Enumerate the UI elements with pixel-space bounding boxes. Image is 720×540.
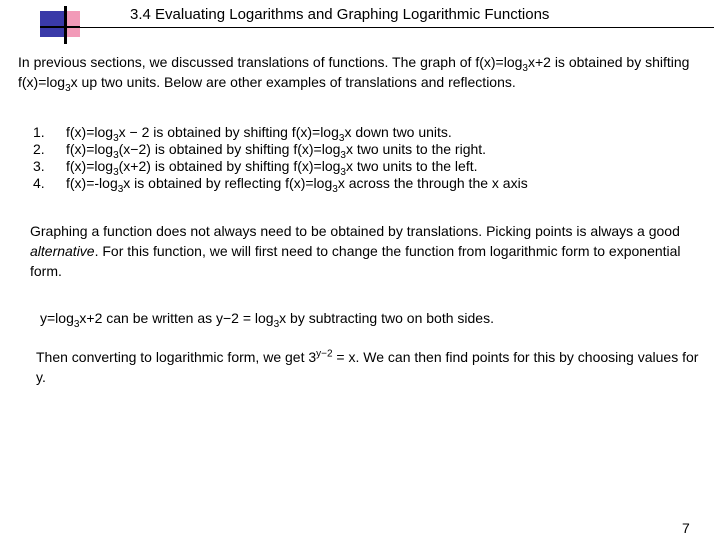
- list-number: 2.: [33, 141, 45, 157]
- logo-blue-square: [40, 11, 66, 37]
- title-divider: [66, 27, 714, 28]
- list-number: 3.: [33, 158, 45, 174]
- logo-vertical-line: [64, 6, 67, 44]
- list-text: $f(x)=\log_3x - 2$ is obtained by shifting $f(x)=\log_3x$ down two units.: [66, 124, 452, 144]
- logo-pink-square: [66, 11, 80, 37]
- translation-list: [33, 124, 713, 195]
- list-text: $f(x)=\log_3(x-2)$ is obtained by shifting $f(x)=\log_3x$ two units to the right.: [66, 141, 487, 161]
- list-item: [33, 158, 713, 178]
- rewrite-paragraph: $y=\log_3x+2$ can be written as $y-2 = \log_3x$ by subtracting two on both sides.: [40, 310, 494, 330]
- emphasis-word: alternative: [30, 243, 95, 259]
- slide-title: 3.4 Evaluating Logarithms and Graphing Logarithmic Functions: [130, 6, 550, 23]
- graphing-paragraph: Graphing a function does not always need to be obtained by translations. Picking points is always a good alternative. For this function, we will first need to change the function from logarithmic form to exponential form.: [30, 223, 681, 279]
- list-number: 4.: [33, 175, 45, 191]
- list-item: [33, 175, 713, 195]
- list-text: $f(x)=-\log_3x$ is obtained by reflecting $f(x)=\log_3x$ across the through the x axis: [66, 175, 528, 195]
- list-item: [33, 141, 713, 161]
- convert-paragraph: Then converting to logarithmic form, we get $3^{y-2} = x$. We can then find points for this by choosing values for y.: [36, 348, 699, 385]
- list-number: 1.: [33, 124, 45, 140]
- list-item: [33, 124, 713, 144]
- slide-logo: [40, 6, 80, 46]
- page-number: 7: [682, 520, 690, 536]
- intro-paragraph: In previous sections, we discussed translations of functions. The graph of $f(x)=\log_3x+2$ is obtained by shifting $f(x)=\log_3x$ up two units. Below are other examples of translations and reflections.: [18, 54, 690, 94]
- list-text: $f(x)=\log_3(x+2)$ is obtained by shifting $f(x)=\log_3x$ two units to the left.: [66, 158, 478, 178]
